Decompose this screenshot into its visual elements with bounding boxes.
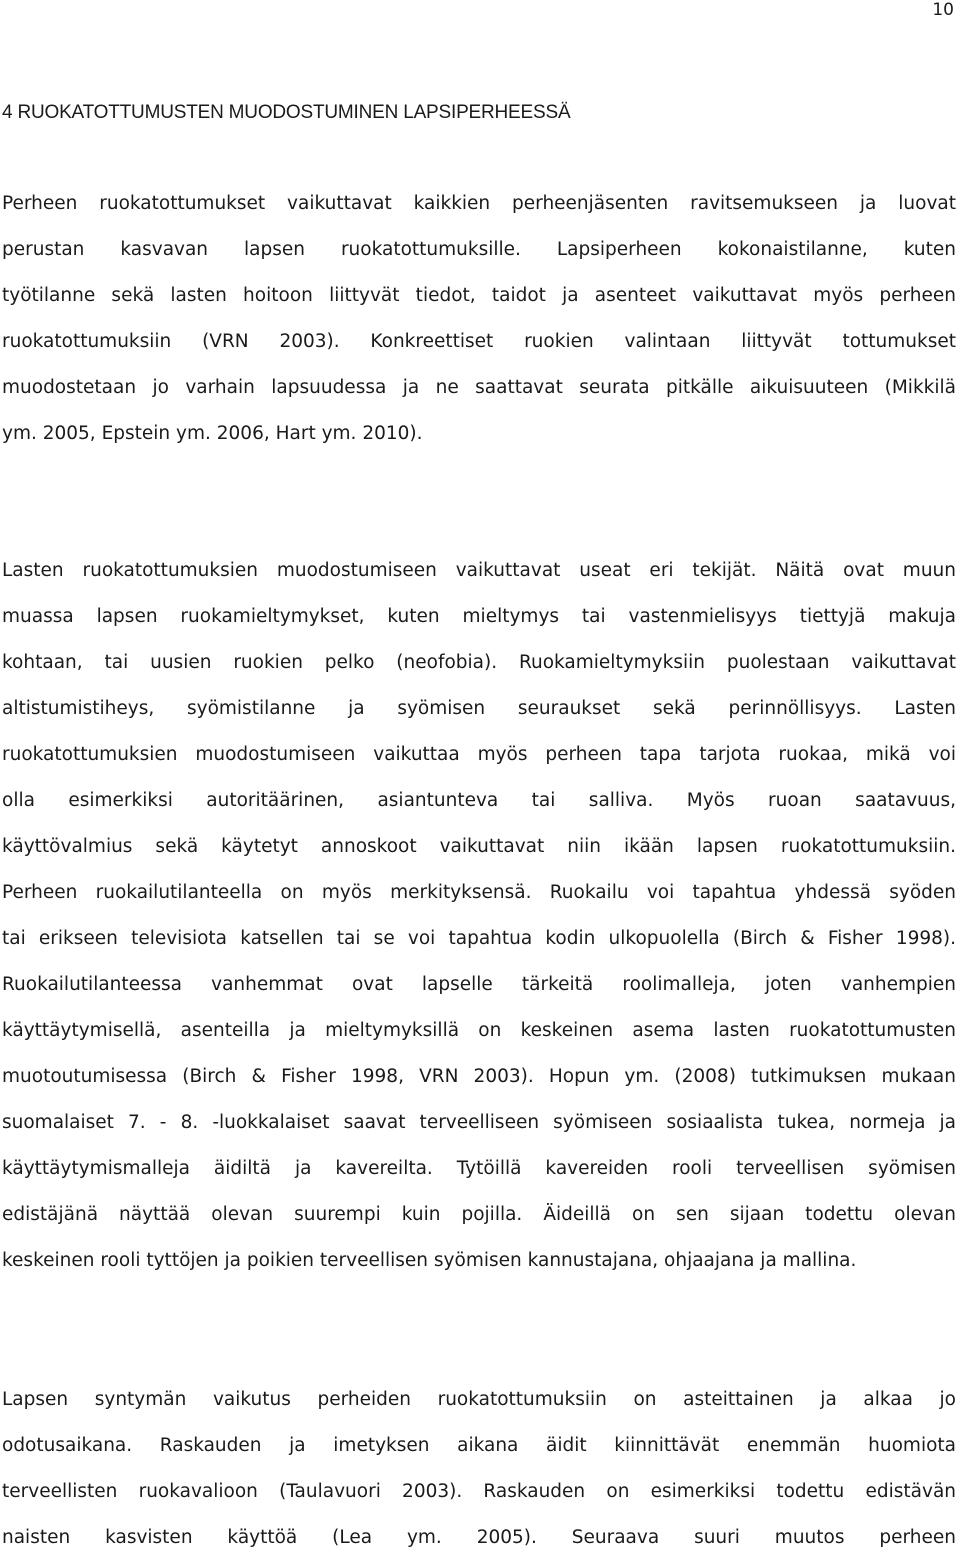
paragraph-line: käyttövalmius sekä käytetyt annoskoot vaikuttavat niin ikään lapsen ruokatottumuksiin. bbox=[2, 836, 956, 857]
paragraph-line: muassa lapsen ruokamieltymykset, kuten mieltymys tai vastenmielisyys tiettyjä makuja bbox=[2, 606, 956, 627]
paragraph-line: altistumistiheys, syömistilanne ja syömisen seuraukset sekä perinnöllisyys. Lasten bbox=[2, 698, 956, 719]
paragraph-line: käyttäytymismalleja äidiltä ja kavereilta. Tytöillä kavereiden rooli terveellisen syömisen bbox=[2, 1158, 956, 1179]
paragraph-1 bbox=[2, 181, 956, 457]
paragraph-line: Perheen ruokatottumukset vaikuttavat kaikkien perheenjäsenten ravitsemukseen ja luovat bbox=[2, 193, 956, 214]
paragraph-line: olla esimerkiksi autoritäärinen, asiantunteva tai salliva. Myös ruoan saatavuus, bbox=[2, 790, 956, 811]
paragraph-3 bbox=[2, 1377, 956, 1561]
paragraph-line: ruokatottumuksien muodostumiseen vaikuttaa myös perheen tapa tarjota ruokaa, mikä voi bbox=[2, 744, 956, 765]
paragraph-line: muodostetaan jo varhain lapsuudessa ja ne saattavat seurata pitkälle aikuisuuteen (Mikkilä bbox=[2, 377, 956, 398]
paragraph-line: ruokatottumuksiin (VRN 2003). Konkreettiset ruokien valintaan liittyvät tottumukset bbox=[2, 331, 956, 352]
paragraph-line: tai erikseen televisiota katsellen tai se voi tapahtua kodin ulkopuolella (Birch & Fisher 1998). bbox=[2, 928, 956, 949]
paragraph-line: käyttäytymisellä, asenteilla ja mieltymyksillä on keskeinen asema lasten ruokatottumusten bbox=[2, 1020, 956, 1041]
paragraph-line: Lasten ruokatottumuksien muodostumiseen vaikuttavat useat eri tekijät. Näitä ovat muun bbox=[2, 560, 956, 581]
paragraph-line: ym. 2005, Epstein ym. 2006, Hart ym. 2010). bbox=[2, 423, 423, 444]
paragraph-line: suomalaiset 7. - 8. -luokkalaiset saavat terveelliseen syömiseen sosiaalista tukea, normeja ja bbox=[2, 1112, 956, 1133]
paragraph-line: keskeinen rooli tyttöjen ja poikien terveellisen syömisen kannustajana, ohjaajana ja mallina. bbox=[2, 1250, 857, 1271]
paragraph-line: Lapsen syntymän vaikutus perheiden ruokatottumuksiin on asteittainen ja alkaa jo bbox=[2, 1389, 956, 1410]
paragraph-line: Ruokailutilanteessa vanhemmat ovat lapselle tärkeitä roolimalleja, joten vanhempien bbox=[2, 974, 956, 995]
paragraph-line: naisten kasvisten käyttöä (Lea ym. 2005). Seuraava suuri muutos perheen bbox=[2, 1527, 956, 1548]
paragraph-line: Perheen ruokailutilanteella on myös merkityksensä. Ruokailu voi tapahtua yhdessä syöden bbox=[2, 882, 956, 903]
paragraph-line: perustan kasvavan lapsen ruokatottumuksille. Lapsiperheen kokonaistilanne, kuten bbox=[2, 239, 956, 260]
paragraph-line: terveellisten ruokavalioon (Taulavuori 2003). Raskauden on esimerkiksi todettu edistävän bbox=[2, 1481, 956, 1502]
paragraph-line: työtilanne sekä lasten hoitoon liittyvät tiedot, taidot ja asenteet vaikuttavat myös perheen bbox=[2, 285, 956, 306]
paragraph-line: kohtaan, tai uusien ruokien pelko (neofobia). Ruokamieltymyksiin puolestaan vaikuttavat bbox=[2, 652, 956, 673]
paragraph-line: muotoutumisessa (Birch & Fisher 1998, VRN 2003). Hopun ym. (2008) tutkimuksen mukaan bbox=[2, 1066, 956, 1087]
page-number: 10 bbox=[932, 0, 954, 20]
paragraph-line: odotusaikana. Raskauden ja imetyksen aikana äidit kiinnittävät enemmän huomiota bbox=[2, 1435, 956, 1456]
paragraph-line: edistäjänä näyttää olevan suurempi kuin pojilla. Äideillä on sen sijaan todettu olevan bbox=[2, 1204, 956, 1225]
chapter-heading: 4 RUOKATOTTUMUSTEN MUODOSTUMINEN LAPSIPERHEESSÄ bbox=[2, 102, 571, 123]
paragraph-2 bbox=[2, 548, 956, 1284]
